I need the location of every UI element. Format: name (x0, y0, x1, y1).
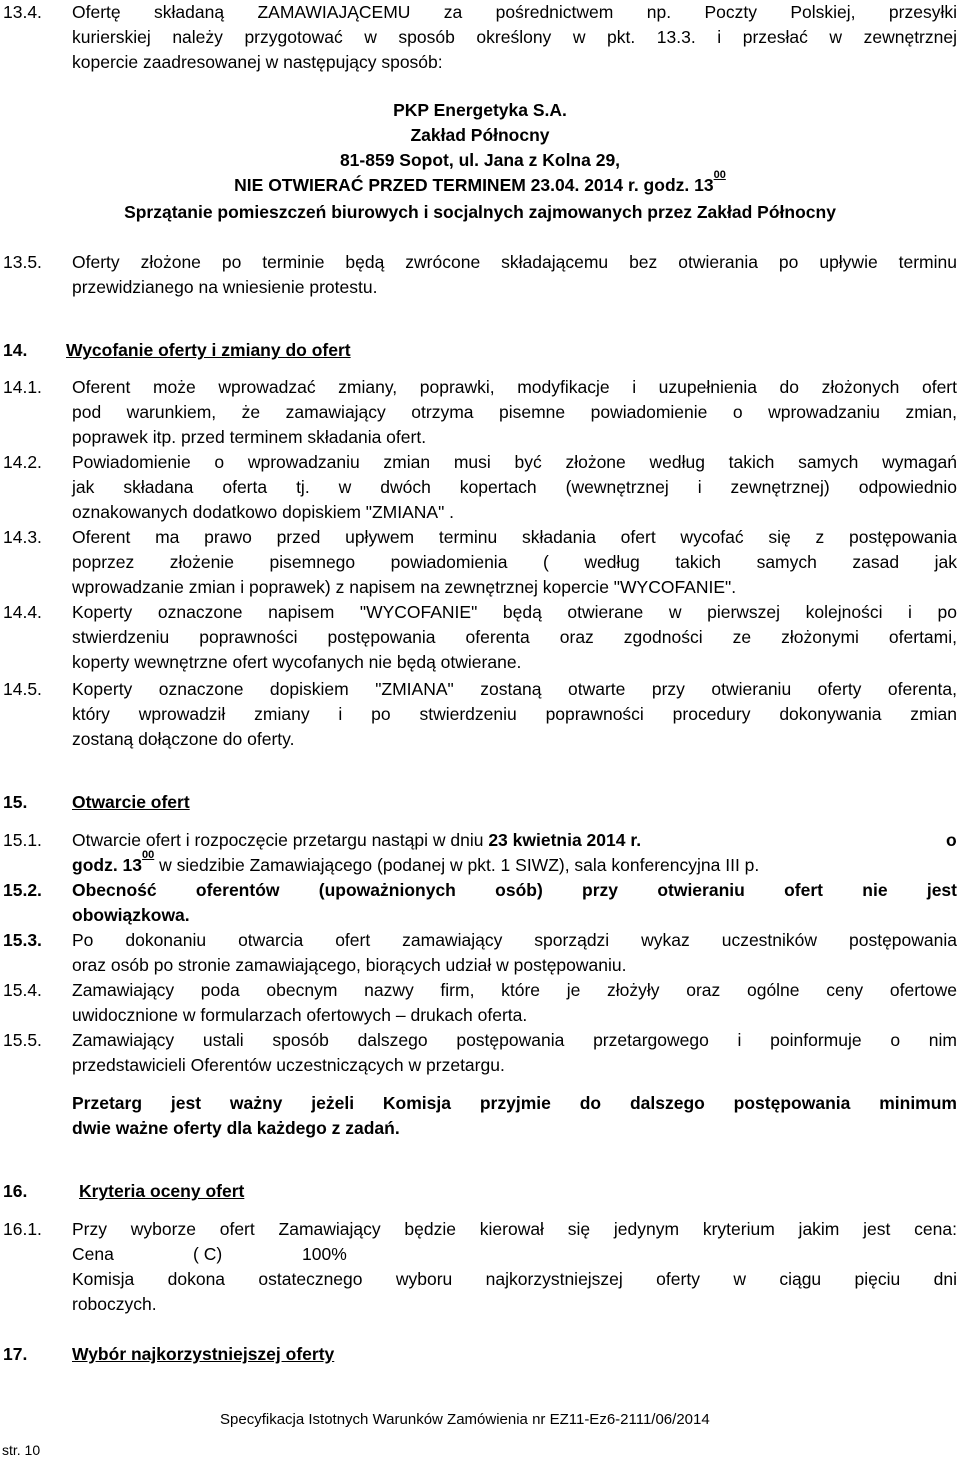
item-number: 15.2. (3, 880, 42, 900)
opening-place: w siedzibie Zamawiającego (podanej w pkt. 1 SIWZ), sala konferencyjna III p. (154, 855, 760, 875)
para-line: przewidzianego na wniesienie protestu. (72, 277, 378, 297)
opening-minutes: 00 (142, 849, 155, 861)
item-word-o: o (946, 830, 957, 850)
para-line: kurierskiej należy przygotować w sposób określony w pkt. 13.3. i przesłać w zewnętrznej (72, 27, 957, 47)
item-line: Po dokonaniu otwarcia ofert zamawiający sporządzi wykaz uczestników postępowania (72, 930, 957, 950)
item-number: 14.1. (3, 377, 42, 397)
item-line: Zamawiający ustali sposób dalszego postępowania przetargowego i poinformuje o nim (72, 1030, 957, 1050)
item-number: 14.2. (3, 452, 42, 472)
section-number: 15. (3, 792, 28, 812)
item-line (72, 849, 957, 878)
item-line: Oferent ma prawo przed upływem terminu składania ofert wycofać się z postępowania (72, 527, 957, 547)
item-line: obowiązkowa. (72, 905, 190, 925)
section-number: 17. (3, 1344, 28, 1364)
item-line: stwierdzeniu poprawności postępowania oferenta oraz zgodności ze złożonymi ofertami, (72, 627, 957, 647)
item-line: Koperty oznaczone napisem "WYCOFANIE" będą otwierane w pierwszej kolejności i po (72, 602, 957, 622)
opening-date: 23 kwietnia 2014 r. (488, 830, 642, 850)
item-number: 15.4. (3, 980, 42, 1000)
opening-hour: godz. 13 (72, 855, 143, 875)
criterion-symbol: ( C) (193, 1244, 223, 1264)
item-line: Koperty oznaczone dopiskiem "ZMIANA" zostaną otwarte przy otwieraniu oferty oferenta, (72, 679, 957, 699)
item-line: poprawek itp. przed terminem składania ofert. (72, 427, 427, 447)
item-number: 14.5. (3, 679, 42, 699)
section-number: 16. (3, 1181, 28, 1201)
item-line (72, 828, 957, 853)
criterion-weight: 100% (302, 1244, 347, 1264)
item-line: Zamawiający poda obecnym nazwy firm, które je złożyły oraz ogólne ceny ofertowe (72, 980, 957, 1000)
address-subject: Sprzątanie pomieszczeń biurowych i socjalnych zajmowanych przez Zakład Północny (124, 202, 836, 222)
opening-text: Otwarcie ofert i rozpoczęcie przetargu nastąpi w dniu (72, 830, 489, 850)
section-title: Wybór najkorzystniejszej oferty (72, 1344, 335, 1364)
item-line: oznakowanych dodatkowo dopiskiem "ZMIANA" . (72, 502, 455, 522)
item-line: Przy wyborze ofert Zamawiający będzie kierował się jedynym kryterium jakim jest cena: (72, 1219, 957, 1239)
item-line: oraz osób po stronie zamawiającego, biorących udział w postępowaniu. (72, 955, 627, 975)
item-number: 16.1. (3, 1219, 42, 1239)
item-number: 15.3. (3, 930, 42, 950)
item-line: zostaną dołączone do oferty. (72, 729, 295, 749)
validity-note: dwie ważne oferty dla każdego z zadań. (72, 1118, 400, 1138)
criterion-name: Cena (72, 1244, 114, 1264)
deadline-minutes: 00 (713, 169, 726, 181)
item-number: 14.3. (3, 527, 42, 547)
item-line: roboczych. (72, 1294, 157, 1314)
item-line: który wprowadził zmiany i po stwierdzeniu poprawności procedury dokonywania zmian (72, 704, 957, 724)
address-company: PKP Energetyka S.A. (393, 100, 567, 120)
para-line: Ofertę składaną ZAMAWIAJĄCEMU za pośrednictwem np. Poczty Polskiej, przesyłki (72, 2, 957, 22)
section-title: Wycofanie oferty i zmiany do ofert (66, 340, 351, 360)
para-number: 13.5. (3, 252, 42, 272)
section-number: 14. (3, 340, 28, 360)
item-number: 14.4. (3, 602, 42, 622)
item-line: Oferent może wprowadzać zmiany, poprawki, modyfikacje i uzupełnienia do złożonych ofert (72, 377, 957, 397)
address-street: 81-859 Sopot, ul. Jana z Kolna 29, (339, 150, 621, 170)
item-line: wprowadzanie zmian i poprawek) z napisem na zewnętrznej kopercie "WYCOFANIE". (72, 577, 737, 597)
item-number: 15.1. (3, 830, 42, 850)
item-line: pod warunkiem, że zamawiający otrzyma pisemne powiadomienie o wprowadzaniu zmian, (72, 402, 957, 422)
address-unit: Zakład Północny (410, 125, 550, 145)
section-title: Kryteria oceny ofert (79, 1181, 245, 1201)
para-line: kopercie zaadresowanej w następujący sposób: (72, 52, 443, 72)
item-line: jak składana oferta tj. w dwóch kopertach (wewnętrznej i zewnętrznej) odpowiednio (72, 477, 957, 497)
para-number: 13.4. (3, 2, 42, 22)
item-line: koperty wewnętrzne ofert wycofanych nie będą otwierane. (72, 652, 522, 672)
item-line: Obecność oferentów (upoważnionych osób) przy otwieraniu ofert nie jest (72, 880, 957, 900)
para-line: Oferty złożone po terminie będą zwrócone składającemu bez otwierania po upływie terminu (72, 252, 957, 272)
item-number: 15.5. (3, 1030, 42, 1050)
item-line: poprzez złożenie pisemnego powiadomienia ( według takich samych zasad jak (72, 552, 957, 572)
item-line: Komisja dokona ostatecznego wyboru najkorzystniejszej oferty w ciągu pięciu dni (72, 1269, 957, 1289)
address-deadline (0, 169, 960, 198)
page-number: str. 10 (2, 1442, 41, 1458)
section-title: Otwarcie ofert (72, 792, 190, 812)
item-line: uwidocznione w formularzach ofertowych – drukach oferta. (72, 1005, 528, 1025)
item-line: przedstawicieli Oferentów uczestniczących w przetargu. (72, 1055, 505, 1075)
page-footer: Specyfikacja Istotnych Warunków Zamówienia nr EZ11-Ez6-2111/06/2014 (220, 1411, 710, 1428)
validity-note: Przetarg jest ważny jeżeli Komisja przyjmie do dalszego postępowania minimum (72, 1093, 957, 1113)
deadline-text: NIE OTWIERAĆ PRZED TERMINEM 23.04. 2014 r. godz. 13 (234, 175, 714, 195)
item-line: Powiadomienie o wprowadzaniu zmian musi być złożone według takich samych wymagań (72, 452, 957, 472)
